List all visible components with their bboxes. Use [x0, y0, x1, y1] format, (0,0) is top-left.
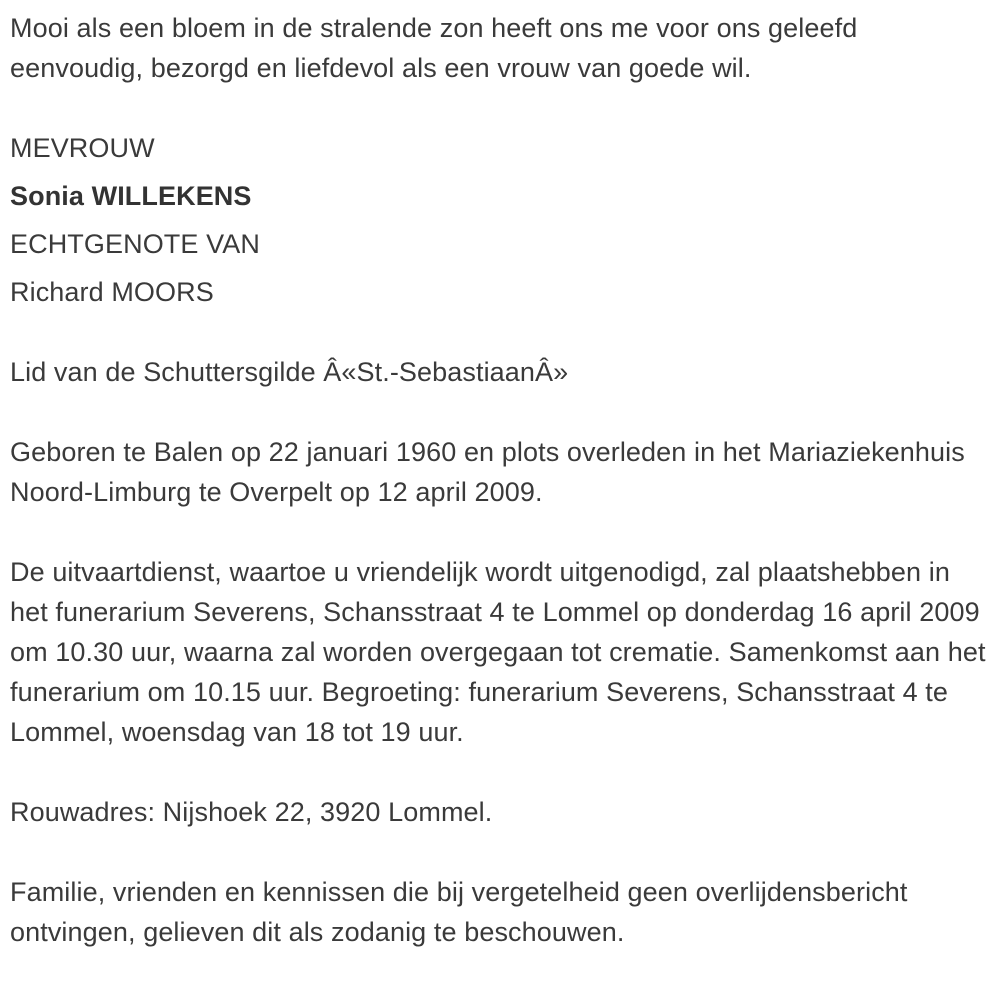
membership-text: Lid van de Schuttersgilde Â«St.-SebastiaanÂ»: [10, 357, 569, 387]
deceased-title: MEVROUW: [10, 133, 155, 163]
service-details-text: De uitvaartdienst, waartoe u vriendelijk wordt uitgenodigd, zal plaatshebben in het funerarium Severens, Schansstraat 4 te Lommel op donderdag 16 april 2009 om 10.30 uur, waarna zal worden overgegaan tot crematie. Samenkomst aan het funerarium om 10.15 uur. Begroeting: funerarium Severens, Schansstraat 4 te Lommel, woensdag van 18 tot 19 uur.: [10, 557, 986, 747]
intro-text: Mooi als een bloem in de stralende zon heeft ons me voor ons geleefd eenvoudig, bezorgd en liefdevol als een vrouw van goede wil.: [10, 13, 858, 83]
spouse-name: Richard MOORS: [10, 277, 214, 307]
spouse-label: ECHTGENOTE VAN: [10, 229, 260, 259]
birth-death-text: Geboren te Balen op 22 januari 1960 en plots overleden in het Mariaziekenhuis Noord-Limburg te Overpelt op 12 april 2009.: [10, 437, 965, 507]
mourning-address-text: Rouwadres: Nijshoek 22, 3920 Lommel.: [10, 797, 493, 827]
closing-text: Familie, vrienden en kennissen die bij vergetelheid geen overlijdensbericht ontvingen, gelieven dit als zodanig te beschouwen.: [10, 877, 908, 947]
deceased-name: Sonia WILLEKENS: [10, 181, 252, 211]
